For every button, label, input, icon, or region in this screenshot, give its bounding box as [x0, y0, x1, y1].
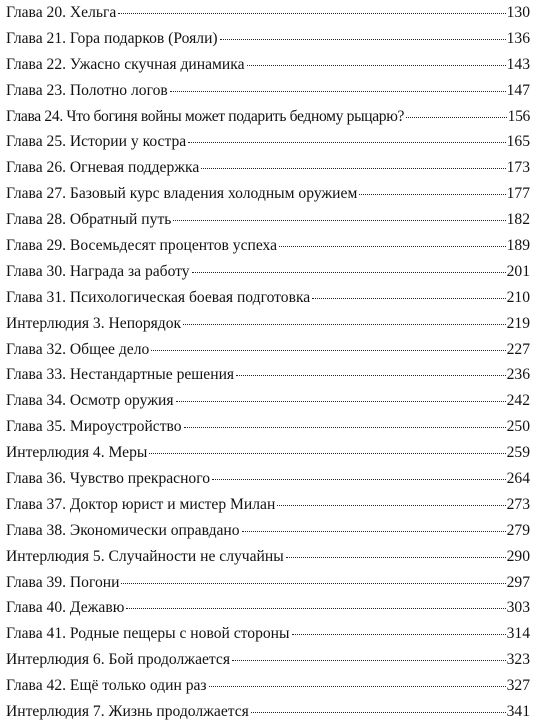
- toc-entry-title: Глава 32. Общее дело: [6, 340, 150, 358]
- dot-leader: [242, 531, 506, 532]
- toc-entry-page: 156: [507, 107, 530, 125]
- toc-entry[interactable]: [6, 0, 530, 26]
- toc-entry[interactable]: [6, 259, 530, 285]
- dot-leader: [212, 479, 506, 480]
- toc-entry[interactable]: [6, 207, 530, 233]
- toc-entry[interactable]: [6, 388, 530, 414]
- toc-entry-title: Глава 29. Восемьдесят процентов успеха: [6, 237, 278, 255]
- toc-entry[interactable]: [6, 181, 530, 207]
- dot-leader: [220, 39, 506, 40]
- toc-entry-title: Глава 40. Дежавю: [6, 599, 125, 617]
- toc-entry-page: 143: [506, 55, 530, 73]
- toc-entry-title: Глава 21. Гора подарков (Рояли): [6, 29, 218, 47]
- toc-entry-title: Глава 28. Обратный путь: [6, 211, 172, 229]
- dot-leader: [121, 583, 505, 584]
- toc-entry-page: 341: [506, 703, 530, 721]
- dot-leader: [183, 324, 505, 325]
- dot-leader: [188, 142, 505, 143]
- toc-entry-page: 130: [506, 4, 530, 21]
- toc-entry-page: 327: [506, 677, 530, 695]
- toc-entry-title: Глава 41. Родные пещеры с новой стороны: [6, 625, 290, 643]
- toc-entry-title: Глава 24. Что богиня войны может подарить бедному рыцарю?: [6, 107, 405, 125]
- toc-entry-page: 219: [506, 314, 530, 332]
- toc-entry[interactable]: [6, 570, 530, 596]
- toc-entry-title: Глава 31. Психологическая боевая подготовка: [6, 288, 311, 306]
- toc-entry-title: Глава 34. Осмотр оружия: [6, 392, 174, 410]
- table-of-contents: [6, 0, 530, 725]
- dot-leader: [406, 117, 507, 118]
- toc-entry-page: 210: [506, 288, 530, 306]
- toc-entry-title: Глава 39. Погони: [6, 573, 120, 591]
- toc-entry-page: 303: [506, 599, 530, 617]
- toc-entry-page: 201: [506, 262, 530, 280]
- toc-entry[interactable]: [6, 233, 530, 259]
- toc-entry-title: Глава 37. Доктор юрист и мистер Милан: [6, 495, 276, 513]
- toc-entry[interactable]: [6, 129, 530, 155]
- toc-entry-page: 250: [506, 418, 530, 436]
- toc-entry-page: 236: [506, 366, 530, 384]
- toc-entry[interactable]: [6, 78, 530, 104]
- dot-leader: [286, 557, 506, 558]
- toc-entry-page: 290: [506, 547, 530, 565]
- dot-leader: [149, 453, 505, 454]
- toc-entry[interactable]: [6, 311, 530, 337]
- toc-entry[interactable]: [6, 440, 530, 466]
- toc-entry-page: 273: [506, 495, 530, 513]
- toc-entry[interactable]: [6, 362, 530, 388]
- dot-leader: [279, 246, 506, 247]
- toc-entry[interactable]: [6, 26, 530, 52]
- toc-entry-title: Интерлюдия 4. Меры: [6, 444, 148, 462]
- toc-entry-title: Глава 36. Чувство прекрасного: [6, 470, 211, 488]
- toc-entry-page: 314: [506, 625, 530, 643]
- toc-entry[interactable]: [6, 647, 530, 673]
- dot-leader: [312, 298, 505, 299]
- toc-entry-title: Глава 35. Мироустройство: [6, 418, 182, 436]
- toc-entry-title: Глава 25. Истории у костра: [6, 133, 187, 151]
- toc-entry[interactable]: [6, 544, 530, 570]
- toc-entry-title: Глава 22. Ужасно скучная динамика: [6, 55, 245, 73]
- toc-entry-title: Глава 33. Нестандартные решения: [6, 366, 235, 384]
- toc-entry[interactable]: [6, 285, 530, 311]
- toc-entry-page: 173: [506, 159, 530, 177]
- toc-entry-title: Глава 42. Ещё только один раз: [6, 677, 207, 695]
- dot-leader: [170, 91, 506, 92]
- toc-entry[interactable]: [6, 414, 530, 440]
- toc-entry-title: Глава 26. Огневая поддержка: [6, 159, 200, 177]
- toc-entry[interactable]: [6, 699, 530, 725]
- toc-entry-page: 136: [506, 29, 530, 47]
- dot-leader: [292, 634, 506, 635]
- toc-entry-title: Интерлюдия 7. Жизнь продолжается: [6, 703, 249, 721]
- toc-entry-title: Глава 38. Экономически оправдано: [6, 521, 240, 539]
- toc-entry-page: 297: [506, 573, 530, 591]
- dot-leader: [247, 65, 506, 66]
- dot-leader: [176, 401, 506, 402]
- toc-entry-title: Глава 30. Награда за работу: [6, 262, 190, 280]
- toc-entry[interactable]: [6, 595, 530, 621]
- toc-entry-page: 177: [506, 185, 530, 203]
- dot-leader: [173, 220, 505, 221]
- dot-leader: [236, 375, 506, 376]
- dot-leader: [184, 427, 506, 428]
- toc-entry-page: 323: [506, 651, 530, 669]
- dot-leader: [251, 712, 506, 713]
- dot-leader: [232, 660, 506, 661]
- toc-entry-title: Глава 20. Хельга: [6, 4, 117, 21]
- toc-entry[interactable]: [6, 104, 530, 130]
- toc-entry[interactable]: [6, 518, 530, 544]
- toc-entry-title: Глава 27. Базовый курс владения холодным оружием: [6, 185, 358, 203]
- dot-leader: [192, 272, 506, 273]
- toc-entry[interactable]: [6, 52, 530, 78]
- toc-entry-title: Интерлюдия 5. Случайности не случайны: [6, 547, 284, 565]
- dot-leader: [359, 194, 505, 195]
- toc-entry-page: 182: [506, 211, 530, 229]
- toc-entry-page: 279: [506, 521, 530, 539]
- dot-leader: [277, 505, 505, 506]
- toc-entry[interactable]: [6, 337, 530, 363]
- toc-entry-title: Интерлюдия 3. Непорядок: [6, 314, 182, 332]
- toc-entry[interactable]: [6, 673, 530, 699]
- toc-entry-title: Глава 23. Полотно логов: [6, 81, 168, 99]
- dot-leader: [151, 350, 505, 351]
- toc-entry-page: 227: [506, 340, 530, 358]
- toc-entry-page: 147: [506, 81, 530, 99]
- toc-entry-page: 242: [506, 392, 530, 410]
- toc-entry[interactable]: [6, 492, 530, 518]
- toc-entry[interactable]: [6, 621, 530, 647]
- toc-entry-page: 189: [506, 237, 530, 255]
- dot-leader: [126, 608, 505, 609]
- dot-leader: [118, 13, 505, 14]
- toc-entry-page: 259: [506, 444, 530, 462]
- dot-leader: [209, 686, 506, 687]
- toc-entry[interactable]: [6, 466, 530, 492]
- toc-entry-page: 264: [506, 470, 530, 488]
- dot-leader: [201, 168, 505, 169]
- toc-entry-title: Интерлюдия 6. Бой продолжается: [6, 651, 231, 669]
- toc-entry-page: 165: [506, 133, 530, 151]
- toc-entry[interactable]: [6, 155, 530, 181]
